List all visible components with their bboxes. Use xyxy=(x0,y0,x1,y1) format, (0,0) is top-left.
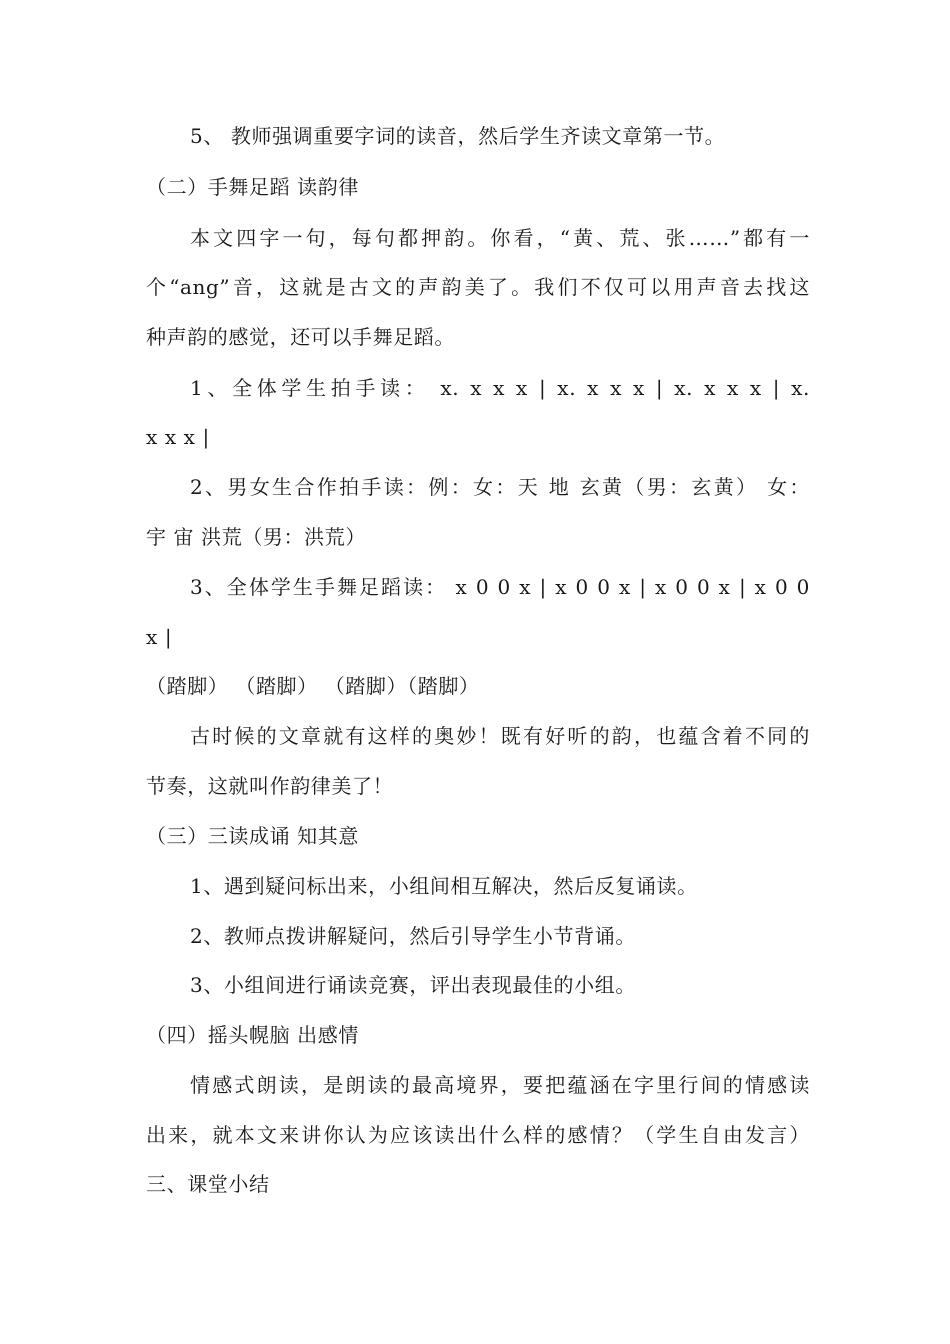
rhythm-line-2-cont: 宇 宙 洪荒（男：洪荒） xyxy=(146,525,366,549)
rhythm-line-3-cont: x | xyxy=(146,625,173,649)
paragraph-line: 古时候的文章就有这样的奥妙！既有好听的韵，也蕴含着不同的 xyxy=(190,724,810,748)
rhythm-line-2: 2、男女生合作拍手读：例：女：天 地 玄黄（男：玄黄） 女： xyxy=(190,475,810,499)
stomp-line: （踏脚） （踏脚） （踏脚）（踏脚） xyxy=(146,674,480,698)
section-heading-3: （三）三读成诵 知其意 xyxy=(146,824,359,848)
paragraph-line: 情感式朗读，是朗读的最高境界，要把蕴涵在字里行间的情感读 xyxy=(190,1073,810,1097)
paragraph-line: 出来，就本文来讲你认为应该读出什么样的感情？（学生自由发言） xyxy=(146,1123,810,1147)
section-heading-4: （四）摇头幌脑 出感情 xyxy=(146,1023,359,1047)
list-item: 1、遇到疑问标出来，小组间相互解决，然后反复诵读。 xyxy=(190,874,698,898)
paragraph-line: 个“ang”音，这就是古文的声韵美了。我们不仅可以用声音去找这 xyxy=(146,275,810,299)
section-heading-summary: 三、课堂小结 xyxy=(146,1172,270,1196)
list-item: 3、小组间进行诵读竞赛，评出表现最佳的小组。 xyxy=(190,973,636,997)
rhythm-line-1-cont: x x x | xyxy=(146,425,210,449)
paragraph-line: 种声韵的感觉，还可以手舞足蹈。 xyxy=(146,325,455,349)
section-heading-2: （二）手舞足蹈 读韵律 xyxy=(146,175,359,199)
paragraph-line: 本文四字一句，每句都押韵。你看，“黄、荒、张……”都有一 xyxy=(190,226,810,250)
rhythm-line-3: 3、全体学生手舞足蹈读： x 0 0 x | x 0 0 x | x 0 0 x | x 0 0 xyxy=(190,575,810,599)
rhythm-line-1: 1、全体学生拍手读： x. x x x | x. x x x | x. x x x | x. xyxy=(190,376,810,400)
step-5-text: 5、 教师强调重要字词的读音，然后学生齐读文章第一节。 xyxy=(190,124,726,148)
paragraph-line: 节奏，这就叫作韵律美了！ xyxy=(146,774,394,798)
list-item: 2、教师点拨讲解疑问，然后引导学生小节背诵。 xyxy=(190,924,636,948)
